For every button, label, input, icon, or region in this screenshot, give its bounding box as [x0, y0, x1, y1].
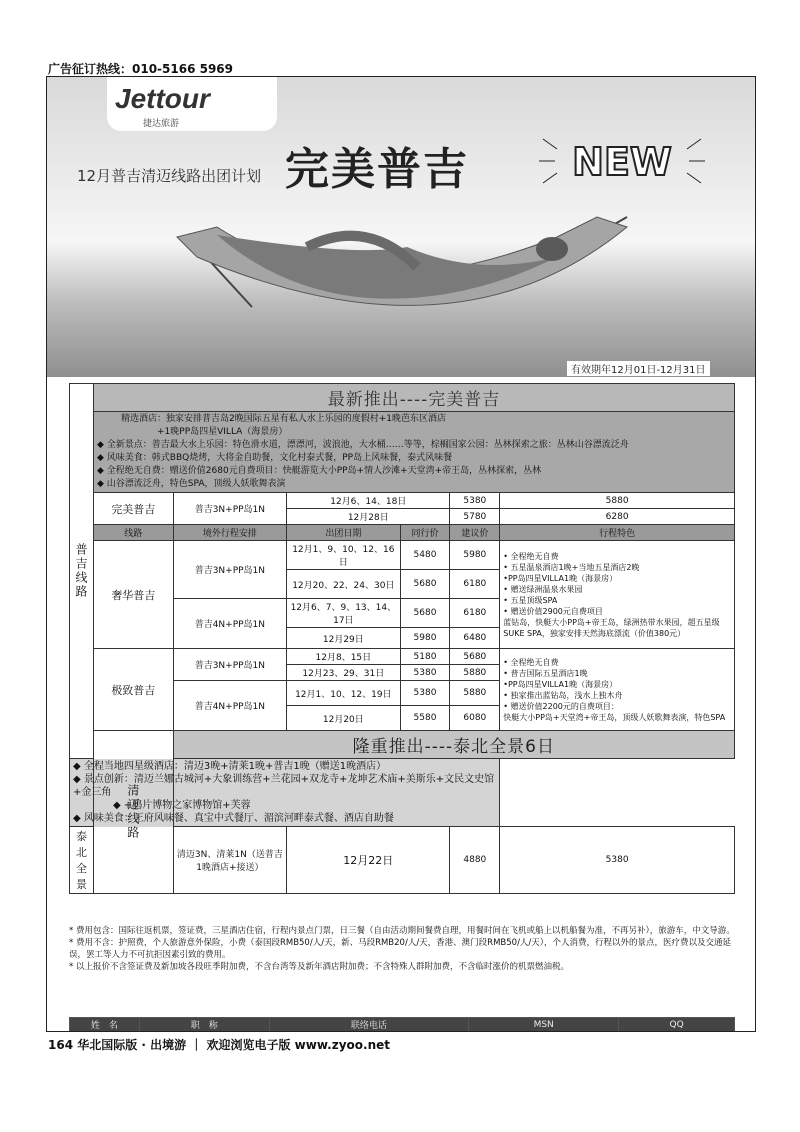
peer-price: 5480	[400, 541, 450, 570]
itinerary: 普吉3N+PP岛1N	[173, 649, 287, 681]
feature-line: 快艇大小PP岛+天堂湾+帝王岛，顶级人妖歌舞表演，特色SPA	[503, 712, 726, 722]
validity-period: 有效期年12月01日-12月31日	[567, 361, 710, 376]
info-line: ◆ 山谷漂流泛舟，特色SPA，顶级人妖歌舞表演	[97, 479, 286, 489]
jettour-logo: Jettour	[115, 83, 210, 114]
dates: 12月6、7、9、13、14、17日	[287, 599, 400, 628]
puji-info	[94, 412, 735, 493]
suggested-price: 6480	[450, 628, 500, 649]
suggested-price: 5680	[450, 649, 500, 665]
peer-price: 5680	[400, 599, 450, 628]
route-name: 完美普吉	[94, 493, 174, 525]
col-msn: MSN	[469, 1018, 619, 1032]
luxury-features	[500, 541, 735, 649]
puji-banner: 最新推出----完美普吉	[94, 384, 735, 412]
col-name: 姓 名	[70, 1018, 140, 1032]
info-line: ◆ 全新景点：普吉最大水上乐园：特色滑水道，漂漂河，波浪池，大水桶……等等，棕榈国家公园：丛林探索之旅：丛林山谷漂流泛舟	[97, 440, 629, 450]
info-line: ◆ 全程绝无自费：赠送价值2680元自费项目：快艇游览大小PP岛+情人沙滩+天堂湾+帝王岛，丛林探索，丛林	[97, 466, 542, 476]
peer-price: 5380	[400, 665, 450, 681]
suggested-price: 5980	[450, 541, 500, 570]
feature-line: • 全程绝无自费	[503, 657, 559, 667]
col-qq: QQ	[619, 1018, 735, 1032]
chiangmai-banner: 隆重推出----泰北全景6日	[173, 731, 734, 759]
suggested-price: 5380	[500, 827, 735, 894]
dates: 12月20日	[287, 706, 400, 731]
suggested-price: 5880	[500, 493, 735, 509]
dates: 12月6、14、18日	[287, 493, 450, 509]
feature-line: • 赠送价值2900元自费项目	[503, 606, 603, 616]
dates: 12月28日	[287, 509, 450, 525]
itinerary: 普吉3N+PP岛1N	[173, 493, 287, 525]
peer-price: 4880	[450, 827, 500, 894]
svg-text:NEW: NEW	[572, 140, 672, 184]
suggested-price: 6180	[450, 570, 500, 599]
contact-phone	[269, 1032, 469, 1033]
new-badge-icon	[537, 133, 707, 189]
hero-subtitle: 12月普吉清迈线路出团计划	[77, 167, 262, 185]
peer-price: 5380	[450, 493, 500, 509]
info-line: ◆ 风味美食：王府风味餐、真宝中式餐厅、湄滨河畔泰式餐、酒店自助餐	[73, 813, 394, 824]
feature-line: • 五星温泉酒店1晚+当地五星酒店2晚	[503, 562, 640, 572]
feature-line: 蓝钻岛，快艇大小PP岛+帝王岛，绿洲热带水果园，超五星级SUKE SPA，独家安排天然海底漂流（价值380元）	[503, 617, 720, 638]
suggested-price: 6180	[450, 599, 500, 628]
feature-line: •PP岛四星VILLA1晚（海景房）	[503, 573, 618, 583]
peer-price: 5180	[400, 649, 450, 665]
ad-hotline: 广告征订热线：010-5166 5969	[48, 62, 234, 76]
info-line: ◆ +鸦片博物之家博物馆+芙蓉	[113, 800, 251, 811]
itinerary: 清迈3N、清莱1N（送普吉1晚酒店+接送）	[173, 827, 287, 894]
route-name: 泰北全景	[70, 827, 94, 894]
itinerary: 普吉4N+PP岛1N	[173, 599, 287, 649]
contact-qq	[619, 1032, 735, 1033]
route-name: 奢华普吉	[94, 541, 174, 649]
info-line: 精选酒店：独家安排普吉岛2晚国际五星有私人水上乐园的度假村+1晚芭东区酒店	[121, 414, 446, 424]
dates: 12月23、29、31日	[287, 665, 400, 681]
hero-title: 完美普吉	[285, 144, 469, 195]
dates: 12月22日	[287, 827, 450, 894]
note-excluded: * 费用不含：护照费，个人旅游意外保险，小费（泰国段RMB50/人/天，新、马段RMB20/人/天，香港、澳门段RMB50/人/天），个人消费，行程以外的景点，医疗费以及交通延误，罢工等人力不可抗拒因素引致的费用。	[69, 938, 732, 960]
itinerary: 普吉3N+PP岛1N	[173, 541, 287, 599]
suggested-price: 6080	[450, 706, 500, 731]
puji-section-label: 普吉线路	[70, 384, 94, 759]
hammock-woman-illustration	[157, 197, 637, 357]
itinerary: 普吉4N+PP岛1N	[173, 681, 287, 731]
header-dates: 出团日期	[287, 525, 400, 541]
info-line: +1晚PP岛四星VILLA（海景房）	[157, 427, 288, 437]
itinerary-table	[69, 383, 735, 894]
feature-line: • 赠送绿洲温泉水果园	[503, 584, 583, 594]
info-line: ◆ 全程当地四星级酒店：清迈3晚+清莱1晚+普吉1晚（赠送1晚酒店）	[73, 761, 387, 772]
peer-price: 5680	[400, 570, 450, 599]
info-line: ◆ 景点创新：清迈兰娜古城河+大象训练营+兰花园+双龙寺+龙坤艺术庙+美斯乐+文民文史馆+金三角	[73, 774, 495, 798]
feature-line: • 普吉国际五星酒店1晚	[503, 668, 588, 678]
col-phone: 联络电话	[269, 1018, 469, 1032]
note-included: * 费用包含：国际往返机票，签证费，三星酒店住宿，行程内景点门票，日三餐（自由活动期间餐费自理，用餐时间在飞机或船上以机船餐为准，不再另补），旅游车，中文导游。	[69, 926, 735, 936]
contact-title	[139, 1032, 269, 1033]
premium-features	[500, 649, 735, 731]
info-line: ◆ 风味美食：韩式BBQ烧烤，大将金自助餐，文化村泰式餐，PP岛上风味餐，泰式风味餐	[97, 453, 453, 463]
col-title: 职 称	[139, 1018, 269, 1032]
feature-line: • 独家推出蓝钻岛，浅水上独木舟	[503, 690, 623, 700]
dates: 12月29日	[287, 628, 400, 649]
feature-line: • 五星顶级SPA	[503, 595, 558, 605]
dates: 12月20、22、24、30日	[287, 570, 400, 599]
header-suggest: 建议价	[450, 525, 500, 541]
peer-price: 5380	[400, 681, 450, 706]
dates: 12月1、10、12、19日	[287, 681, 400, 706]
dates: 12月8、15日	[287, 649, 400, 665]
suggested-price: 5880	[450, 665, 500, 681]
ad-frame	[46, 76, 756, 1032]
peer-price: 5980	[400, 628, 450, 649]
feature-line: • 赠送价值2200元的自费项目：	[503, 701, 619, 711]
header-peer: 同行价	[400, 525, 450, 541]
note-surcharge: * 以上报价不含签证费及新加坡各段旺季附加费，不含台湾等及新年酒店附加费；不含特殊人群附加费，不含临时涨价的机票燃油税。	[69, 962, 569, 972]
chiangmai-section-label: 清迈线路	[94, 731, 174, 894]
peer-price: 5780	[450, 509, 500, 525]
suggested-price: 6280	[500, 509, 735, 525]
page-footer: 164 华北国际版 · 出境游 ｜ 欢迎浏览电子版 www.zyoo.net	[48, 1038, 390, 1052]
contact-name	[70, 1032, 140, 1033]
logo-subtext: 捷达旅游	[143, 119, 180, 129]
contact-table	[69, 1017, 735, 1032]
route-name: 极致普吉	[94, 649, 174, 731]
hero-banner	[47, 77, 755, 377]
fee-notes	[69, 925, 737, 973]
header-itinerary: 境外行程安排	[173, 525, 287, 541]
header-route: 线路	[94, 525, 174, 541]
suggested-price: 5880	[450, 681, 500, 706]
feature-line: • 全程绝无自费	[503, 551, 559, 561]
header-features: 行程特色	[500, 525, 735, 541]
dates: 12月1、9、10、12、16日	[287, 541, 400, 570]
feature-line: •PP岛四星VILLA1晚（海景房）	[503, 679, 618, 689]
peer-price: 5580	[400, 706, 450, 731]
contact-msn[interactable]	[469, 1032, 619, 1033]
